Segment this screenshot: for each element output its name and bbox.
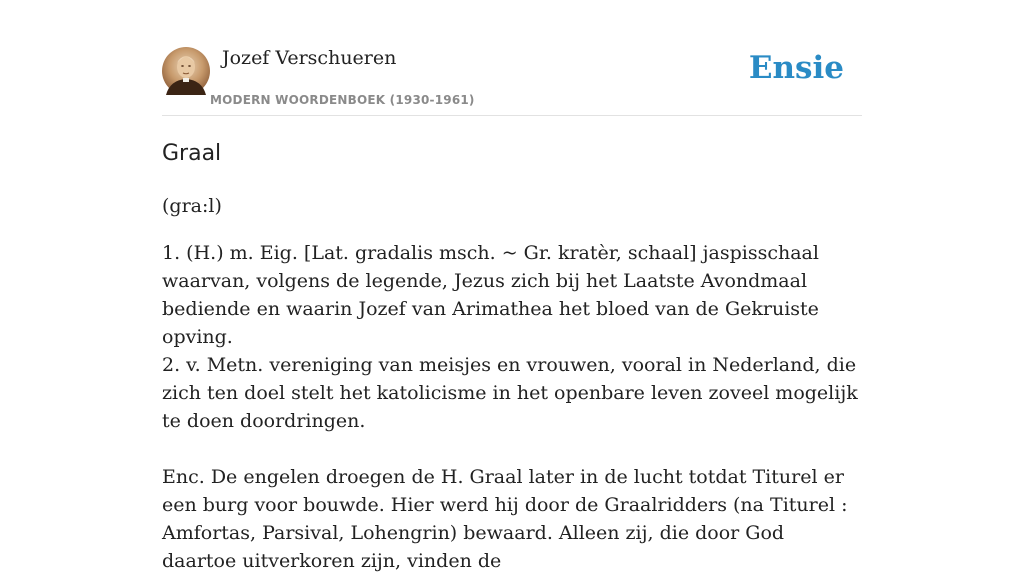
- header-divider: [162, 115, 862, 116]
- paragraph-spacer: [162, 435, 862, 463]
- entry-title: Graal: [162, 141, 222, 166]
- entry-header: [162, 46, 862, 116]
- author-avatar[interactable]: [162, 47, 210, 95]
- definition-paragraph: 2. v. Metn. vereniging van meisjes en vrouwen, vooral in Nederland, die zich ten doel stelt het katolicisme in het openbare leven zoveel mogelijk te doen doordringen.: [162, 354, 858, 432]
- definition-paragraph: 1. (H.) m. Eig. [Lat. gradalis msch. ~ Gr. kratèr, schaal] jaspisschaal waarvan, volgens de legende, Jezus zich bij het Laatste Avondmaal bediende en waarin Jozef van Arimathea het bloed van de Gekruiste opving.: [162, 242, 819, 348]
- ensie-logo[interactable]: Ensie: [748, 50, 844, 86]
- author-portrait-icon: [162, 47, 210, 95]
- entry-definition: [162, 239, 862, 575]
- entry-pronunciation: (gra:l): [162, 195, 222, 217]
- encyclopedia-paragraph: Enc. De engelen droegen de H. Graal later in de lucht totdat Titurel er een burg voor bouwde. Hier werd hij door de Graalridders (na Titurel : Amfortas, Parsival, Lohengrin) bewaard. Alleen zij, die door God daartoe uitverkoren zijn, vinden de: [162, 466, 848, 572]
- source-label[interactable]: MODERN WOORDENBOEK (1930-1961): [210, 93, 475, 107]
- author-name[interactable]: Jozef Verschueren: [222, 47, 397, 69]
